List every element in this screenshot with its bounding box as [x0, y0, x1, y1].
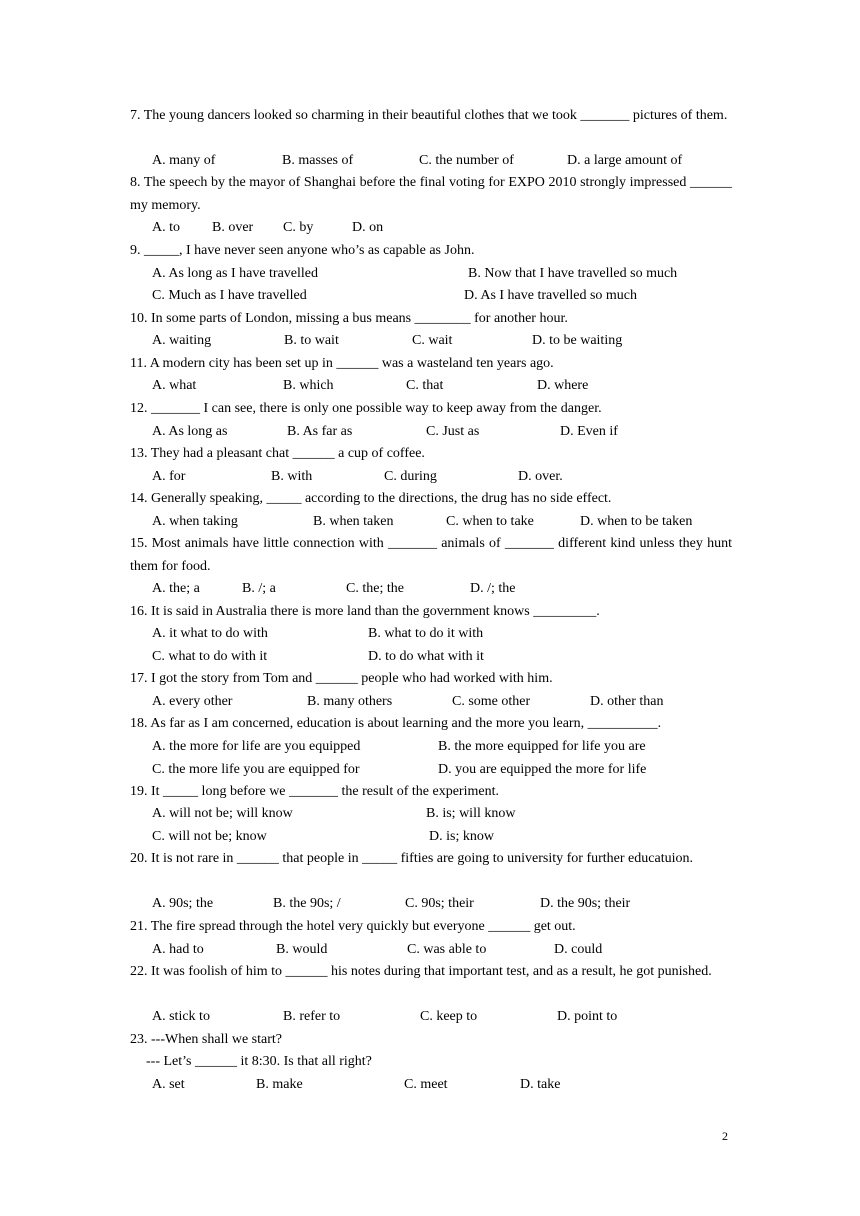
option: B. /; a: [242, 581, 276, 596]
option: A. set: [152, 1077, 185, 1092]
option: B. with: [271, 469, 313, 484]
options-row: [152, 893, 752, 916]
option: D. point to: [557, 1009, 618, 1024]
option: B. to wait: [284, 333, 339, 348]
option: D. where: [537, 378, 589, 393]
options-row: [152, 421, 752, 444]
option: C. that: [406, 378, 444, 393]
option: D. over.: [518, 469, 563, 484]
question-stem: 19. It _____ long before we _______ the result of the experiment.: [130, 784, 499, 799]
options-row: [152, 375, 752, 398]
option: C. Just as: [426, 424, 480, 439]
question-stem: 8. The speech by the mayor of Shanghai before the final voting for EXPO 2010 strongly impressed ______ my memory.: [130, 175, 732, 213]
option: A. the; a: [152, 581, 200, 596]
option: D. to do what with it: [368, 649, 484, 664]
option: B. As far as: [287, 424, 353, 439]
question-stem: 22. It was foolish of him to ______ his notes during that important test, and as a result, he got punished.: [130, 964, 712, 979]
option: D. could: [554, 942, 603, 957]
option: C. was able to: [407, 942, 487, 957]
options-row: [152, 217, 752, 240]
option: C. Much as I have travelled: [152, 288, 307, 303]
options-row: [152, 803, 752, 826]
option: C. wait: [412, 333, 453, 348]
options-row: [152, 826, 752, 849]
option: C. will not be; know: [152, 829, 267, 844]
option: D. As I have travelled so much: [464, 288, 638, 303]
option: A. to: [152, 220, 180, 235]
option: C. meet: [404, 1077, 448, 1092]
question-stem: 12. _______ I can see, there is only one possible way to keep away from the danger.: [130, 401, 602, 416]
option: D. other than: [590, 694, 664, 709]
option: A. it what to do with: [152, 626, 268, 641]
option: A. As long as: [152, 424, 228, 439]
options-row: [152, 150, 752, 173]
option: A. will not be; will know: [152, 806, 293, 821]
option: A. had to: [152, 942, 204, 957]
option: B. when taken: [313, 514, 394, 529]
option: B. the 90s; /: [273, 896, 341, 911]
question-stem: 15. Most animals have little connection with _______ animals of _______ different kind unless they hunt them for food.: [130, 536, 732, 574]
option: C. the more life you are equipped for: [152, 762, 360, 777]
option: A. every other: [152, 694, 233, 709]
option: B. refer to: [283, 1009, 341, 1024]
options-row: [152, 285, 752, 308]
option: B. over: [212, 220, 254, 235]
options-row: [152, 623, 752, 646]
option: A. stick to: [152, 1009, 210, 1024]
options-row: [152, 736, 752, 759]
options-row: [152, 646, 752, 669]
option: C. keep to: [420, 1009, 478, 1024]
option: C. when to take: [446, 514, 534, 529]
option: B. many others: [307, 694, 393, 709]
options-row: [152, 939, 752, 962]
option: C. 90s; their: [405, 896, 474, 911]
question-stem: 17. I got the story from Tom and ______ people who had worked with him.: [130, 671, 553, 686]
question-stem: 9. _____, I have never seen anyone who’s as capable as John.: [130, 243, 475, 258]
option: C. the; the: [346, 581, 404, 596]
option: A. many of: [152, 153, 216, 168]
question-stem: 11. A modern city has been set up in ______ was a wasteland ten years ago.: [130, 356, 554, 371]
option: B. Now that I have travelled so much: [468, 266, 678, 281]
options-row: [152, 578, 752, 601]
question-stem: 18. As far as I am concerned, education is about learning and the more you learn, __________.: [130, 716, 662, 731]
option: B. what to do it with: [368, 626, 484, 641]
option: D. is; know: [429, 829, 494, 844]
option: A. waiting: [152, 333, 212, 348]
page-number: 2: [722, 1129, 728, 1143]
question-stem: 21. The fire spread through the hotel very quickly but everyone ______ get out.: [130, 919, 576, 934]
option: D. take: [520, 1077, 561, 1092]
option: A. the more for life are you equipped: [152, 739, 361, 754]
options-row: [152, 759, 752, 782]
options-row: [152, 263, 752, 286]
option: B. masses of: [282, 153, 354, 168]
options-row: [152, 330, 752, 353]
option: C. what to do with it: [152, 649, 268, 664]
question-stem: 16. It is said in Australia there is more land than the government knows _________.: [130, 604, 600, 619]
option: D. Even if: [560, 424, 618, 439]
dialogue-reply: --- Let’s ______ it 8:30. Is that all right?: [146, 1054, 372, 1069]
options-row: [152, 511, 752, 534]
option: D. /; the: [470, 581, 516, 596]
options-row: [152, 691, 752, 714]
options-row: [152, 466, 752, 489]
option: D. to be waiting: [532, 333, 623, 348]
option: D. when to be taken: [580, 514, 693, 529]
option: C. the number of: [419, 153, 514, 168]
question-stem: 14. Generally speaking, _____ according to the directions, the drug has no side effect.: [130, 491, 612, 506]
option: A. what: [152, 378, 197, 393]
option: B. is; will know: [426, 806, 516, 821]
option: C. some other: [452, 694, 531, 709]
option: B. would: [276, 942, 328, 957]
question-stem: 13. They had a pleasant chat ______ a cup of coffee.: [130, 446, 425, 461]
options-row: [152, 1006, 752, 1029]
question-stem: 7. The young dancers looked so charming in their beautiful clothes that we took _______ pictures of them.: [130, 108, 728, 123]
option: D. on: [352, 220, 384, 235]
option: D. a large amount of: [567, 153, 683, 168]
question-stem: 20. It is not rare in ______ that people in _____ fifties are going to university for further educatuion.: [130, 851, 693, 866]
option: A. 90s; the: [152, 896, 214, 911]
option: A. for: [152, 469, 186, 484]
option: B. which: [283, 378, 334, 393]
question-stem: 23. ---When shall we start?: [130, 1032, 282, 1047]
option: D. you are equipped the more for life: [438, 762, 647, 777]
option: D. the 90s; their: [540, 896, 631, 911]
options-row: [152, 1074, 752, 1097]
option: A. As long as I have travelled: [152, 266, 319, 281]
option: B. make: [256, 1077, 303, 1092]
question-stem: 10. In some parts of London, missing a bus means ________ for another hour.: [130, 311, 568, 326]
option: B. the more equipped for life you are: [438, 739, 646, 754]
option: A. when taking: [152, 514, 238, 529]
option: C. during: [384, 469, 437, 484]
option: C. by: [283, 220, 314, 235]
